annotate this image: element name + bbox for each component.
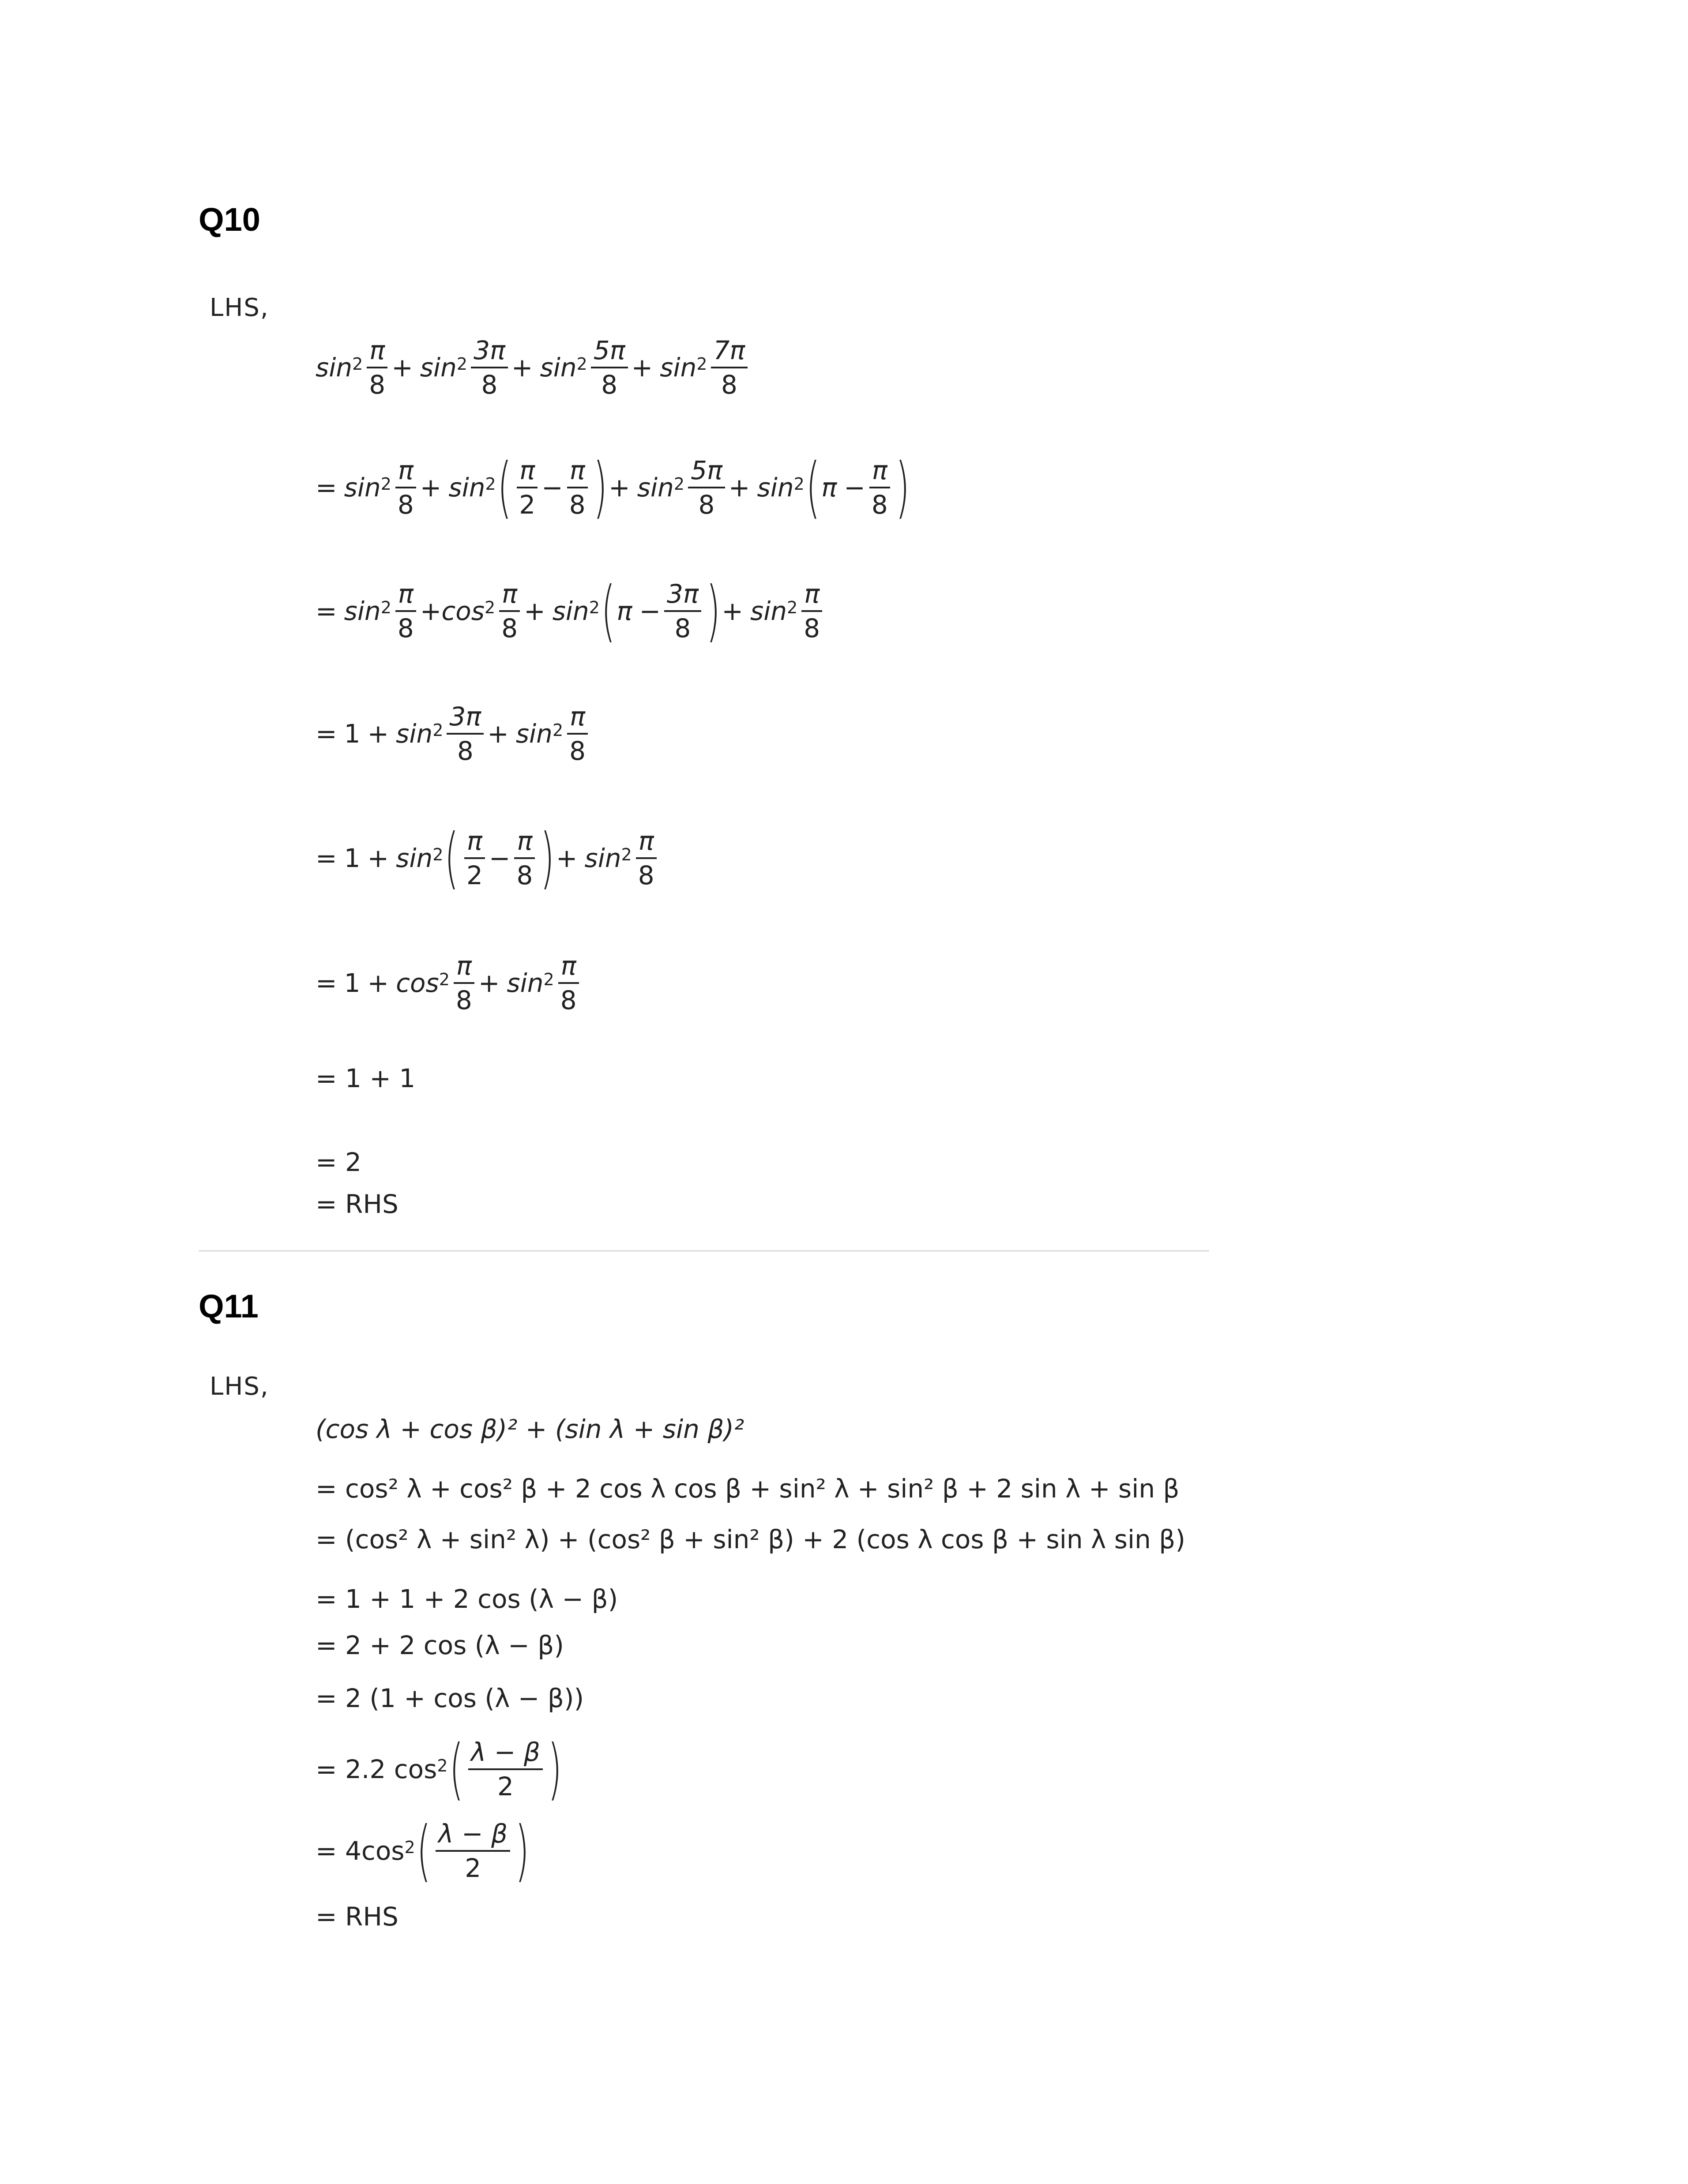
q10-line-3: = sin $^2$ $\frac{\pi}{8}$ + cos $^2$ $\frac{\pi}{8}$ + sin $^2$ ( π − $\frac{3\pi}{8}$ ) + sin $^2$ $\frac{\pi}{8}$: [316, 578, 826, 644]
fraction: $\frac{\pi}{8}$: [558, 953, 579, 1013]
fraction: $\frac{\pi}{8}$: [395, 581, 417, 641]
fraction: $\frac{\pi}{8}$: [366, 338, 388, 398]
fraction: $\frac{\pi}{8}$: [453, 953, 475, 1013]
q11-line-6: = 2 (1 + cos (λ − β)): [316, 1683, 584, 1713]
q10-line-4: = 1 + sin $^2$ $\frac{3\pi}{8}$ + sin $^2$ $\frac{\pi}{8}$: [316, 704, 592, 764]
q11-line-7: = 2.2 cos $^2$ ( $\frac{\lambda - \beta}{2}$ ): [316, 1731, 562, 1808]
q11-line-8: = 4cos $^2$ ( $\frac{\lambda - \beta}{2}$ ): [316, 1812, 530, 1889]
fraction: $\frac{\pi}{2}$: [464, 828, 485, 888]
fraction: $\frac{\pi}{8}$: [567, 458, 588, 518]
q10-rhs: = RHS: [316, 1189, 399, 1219]
q10-heading: Q10: [199, 201, 260, 238]
fraction: $\frac{\pi}{8}$: [514, 828, 535, 888]
q10-line-6: = 1 + cos $^2$ $\frac{\pi}{8}$ + sin $^2$ $\frac{\pi}{8}$: [316, 953, 583, 1013]
q11-heading: Q11: [199, 1288, 259, 1325]
q10-lhs-label: LHS,: [210, 293, 269, 322]
fraction: $\frac{\pi}{8}$: [635, 828, 657, 888]
fraction: $\frac{5\pi}{8}$: [688, 458, 725, 518]
q10-line-2: = sin $^2$ $\frac{\pi}{8}$ + sin $^2$ ( $\frac{\pi}{2}$ − $\frac{\pi}{8}$ ) + sin $^2$ $\frac{5\pi}{8}$ + sin $^2$ ( π − $\frac{\pi}{8}$ ): [316, 449, 910, 526]
q11-line-4: = 1 + 1 + 2 cos (λ − β): [316, 1584, 618, 1614]
fraction: $\frac{5\pi}{8}$: [591, 338, 628, 398]
fraction: $\frac{\pi}{8}$: [499, 581, 520, 641]
q10-line-8: = 2: [316, 1147, 361, 1177]
fraction: $\frac{\pi}{8}$: [395, 458, 417, 518]
fraction: $\frac{\pi}{8}$: [567, 704, 588, 764]
fraction: $\frac{3\pi}{8}$: [447, 704, 484, 764]
q10-line-7: = 1 + 1: [316, 1063, 416, 1093]
q11-rhs: = RHS: [316, 1902, 399, 1932]
fraction: $\frac{\pi}{8}$: [869, 458, 891, 518]
section-divider: [199, 1250, 1209, 1252]
fraction: $\frac{\pi}{8}$: [801, 581, 823, 641]
fraction: $\frac{\lambda - \beta}{2}$: [436, 1821, 510, 1881]
fraction: $\frac{7\pi}{8}$: [711, 338, 748, 398]
q11-line-1: (cos λ + cos β)² + (sin λ + sin β)²: [316, 1414, 744, 1444]
q11-line-2: = cos² λ + cos² β + 2 cos λ cos β + sin² λ + sin² β + 2 sin λ + sin β: [316, 1474, 1180, 1504]
q11-line-5: = 2 + 2 cos (λ − β): [316, 1630, 564, 1660]
fraction: $\frac{\lambda - \beta}{2}$: [468, 1739, 543, 1799]
fraction: $\frac{3\pi}{8}$: [664, 581, 701, 641]
q10-line-5: = 1 + sin $^2$ ( $\frac{\pi}{2}$ − $\frac{\pi}{8}$ ) + sin $^2$ $\frac{\pi}{8}$: [316, 825, 661, 891]
q11-lhs-label: LHS,: [210, 1372, 269, 1401]
q11-line-3: = (cos² λ + sin² λ) + (cos² β + sin² β) + 2 (cos λ cos β + sin λ sin β): [316, 1524, 1185, 1554]
q10-line-1: sin $^2$ $\frac{\pi}{8}$ + sin $^2$ $\frac{3\pi}{8}$ + sin $^2$ $\frac{5\pi}{8}$ + sin $^2$ $\frac{7\pi}{8}$: [316, 338, 751, 398]
fraction: $\frac{\pi}{2}$: [516, 458, 538, 518]
fraction: $\frac{3\pi}{8}$: [471, 338, 508, 398]
